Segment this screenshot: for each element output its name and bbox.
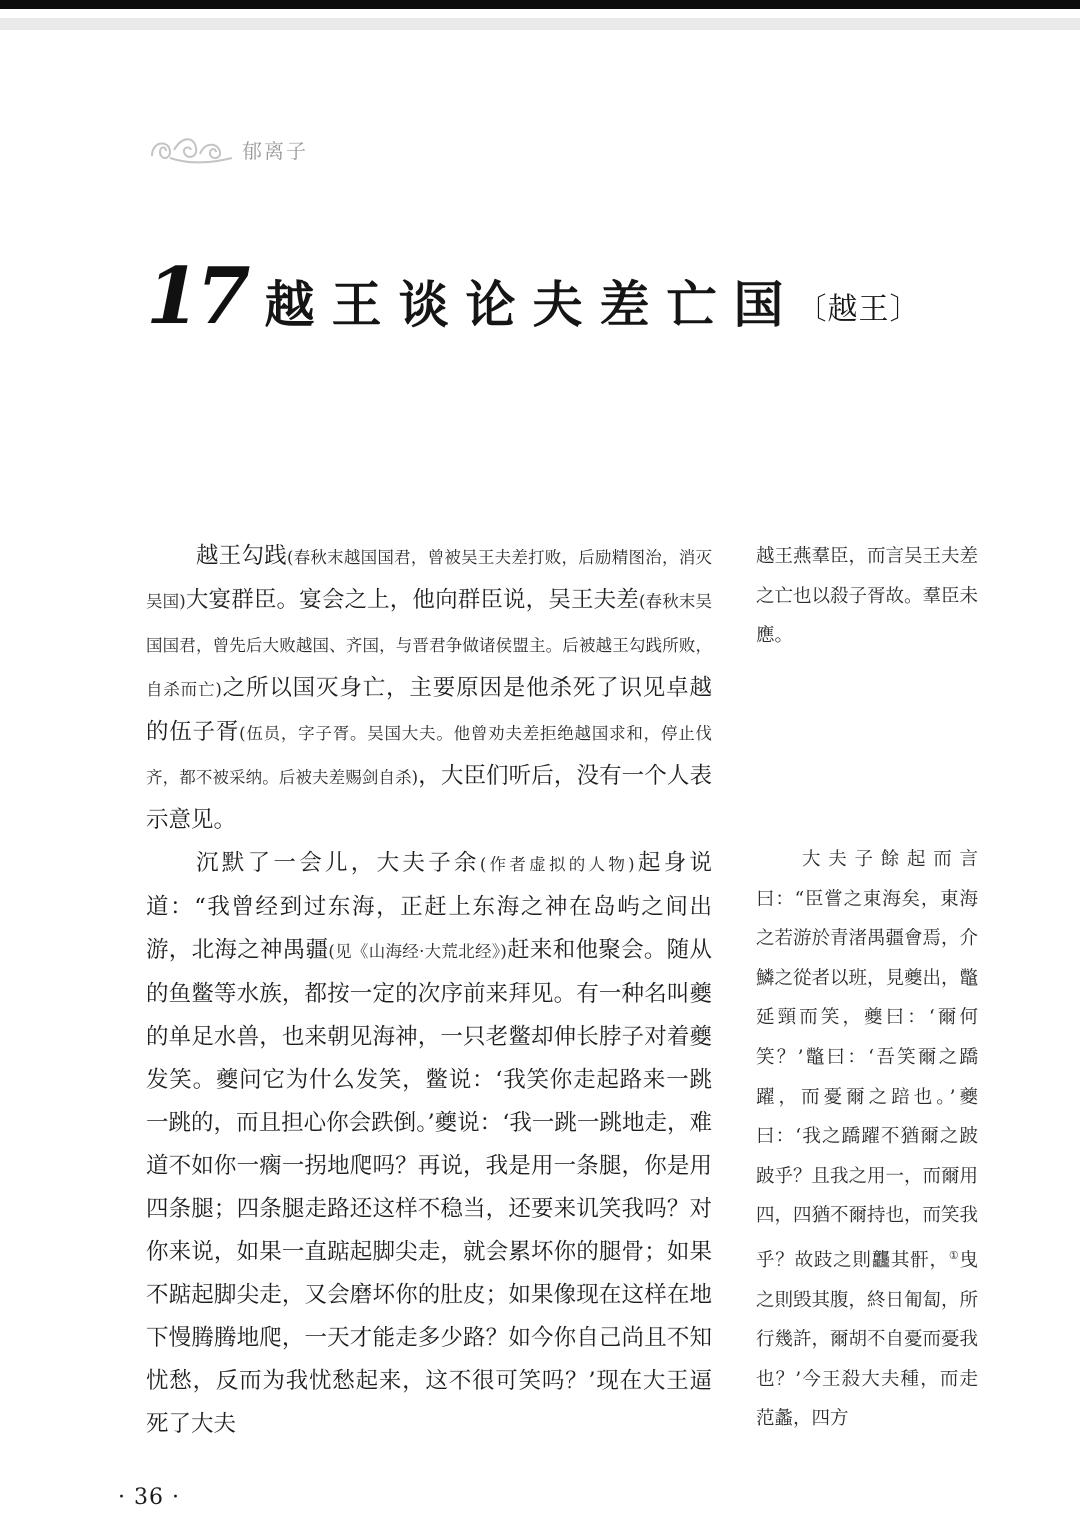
original-text-block [756,537,978,656]
original-text-block [756,840,978,1439]
inline-note: (作者虚拟的人物) [479,855,635,874]
book-title: 郁离子 [242,138,308,163]
inline-note: (伍员，字子胥。吴国大夫。他曾劝夫差拒绝越国求和，停止伐齐，都不被采纳。后被夫差赐剑自杀) [146,724,712,787]
text-run: 赶来和他聚会。随从的鱼鳖等水族，都按一定的次序前来拜见。有一种名叫夔的单足水兽，也来朝见海神，一只老鳖却伸长脖子对着夔发笑。夔问它为什么发笑，鳖说：‘我笑你走起路来一跳一跳的，而且担心你会跌倒。’夔说：‘我一跳一跳地走，难道不如你一瘸一拐地爬吗？再说，我是用一条腿，你是用四条腿；四条腿走路还这样不稳当，还要来讥笑我吗？对你来说，如果一直踮起脚尖走，就会累坏你的腿骨；如果不踮起脚尖走，又会磨坏你的肚皮；如果像现在这样在地下慢腾腾地爬，一天才能走多少路？如今你自己尚且不知忧愁，反而为我忧愁起来，这不很可笑吗？’现在大王逼死了大夫 [146,937,712,1437]
page-number: · 36 · [118,1485,180,1510]
main-paragraph [146,535,712,842]
chapter-number: 17 [146,251,247,342]
inline-note: (春秋末吴国国君，曾先后大败越国、齐国，与晋君争做诸侯盟主。后被越王勾践所败，自杀而亡) [146,592,712,699]
running-head [148,132,308,166]
text-run: 越王勾践 [196,543,287,569]
text-run: 大夫子餘起而言曰：“臣嘗之東海矣，東海之若游於青渚禺疆會焉，介鱗之從者以班，見夔出，鼈延頸而笑，夔曰：‘爾何笑？’鼈曰：‘吾笑爾之蹻躍，而憂爾之踣也。’夔曰：‘我之蹻躍不猶爾之跛跛乎？且我之用一，而爾用四，四猶不爾持也，而笑我乎？故跂之則龘其骭， [756,849,979,1272]
top-scan-bar [0,0,1080,9]
swirl-ornament-icon [148,132,234,166]
footnote-marker[interactable]: ① [948,1248,960,1262]
chapter-tag: 〔越王〕 [796,292,921,327]
chapter-heading: 越王谈论夫差亡国 [264,275,801,334]
main-paragraph [146,842,712,1446]
text-run: 曳之則毁其腹，終日匍匐，所行幾許，爾胡不自憂而憂我也？’今王殺大夫種，而走范蠡，四方 [756,1250,979,1430]
inline-note: (春秋末越国国君，曾被吴王夫差打败，后励精图治，消灭吴国) [146,548,712,611]
text-run: 大宴群臣。宴会之上，他向群臣说，吴王夫差 [185,587,639,613]
original-paragraph [756,840,978,1439]
main-translation-text [146,535,712,1446]
chapter-title [146,251,921,342]
inline-note: (见《山海经·大荒北经》) [328,942,507,961]
text-run: 沉默了一会儿，大夫子余 [196,850,480,876]
text-run: ，大臣们听后，没有一个人表示意见。 [146,763,712,833]
text-run: 之所以国灭身亡，主要原因是他杀死了识见卓越的伍子胥 [146,675,712,745]
text-run: 起身说道：“我曾经到过东海，正赶上东海之神在岛屿之间出游，北海之神禺疆 [146,850,712,963]
top-gray-band [0,18,1080,30]
original-paragraph: 越王燕羣臣，而言吴王夫差之亡也以殺子胥故。羣臣未應。 [756,546,979,647]
